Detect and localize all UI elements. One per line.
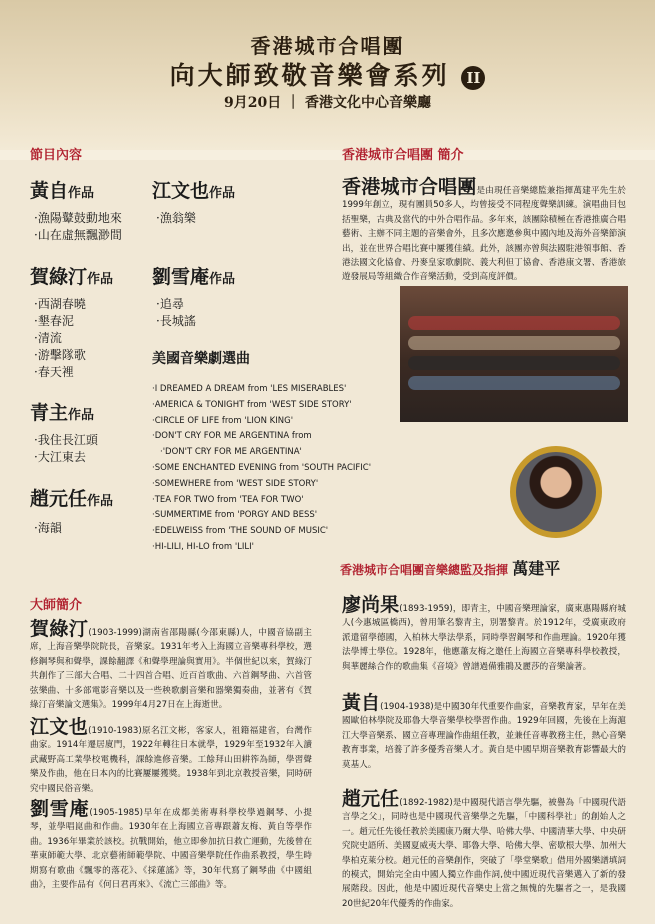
works-list — [34, 296, 86, 381]
list-item: · DON'T CRY FOR ME ARGENTINA from — [152, 429, 412, 445]
list-item: · I DREAMED A DREAM from 'LES MISERABLES' — [152, 382, 412, 398]
list-item: · 西湖春曉 — [34, 296, 86, 313]
list-item: · 長城謠 — [156, 313, 196, 330]
list-item: · 海韻 — [34, 520, 62, 537]
bio: 廖尚果(1893-1959)，即青主，中國音樂理論家，廣東惠陽縣府城人(今惠城區橋西)，曾用筆名黎青主，別署黎青。於1912年，受廣東政府派遣留學德國，入柏林大學法學系，同時學習鋼琴和作曲理論。1920年獲法學博士學位。1928年，他應蕭友梅之邀任上海國立音樂專科學校教授，與華麗絲合作的歌曲集《音境》曾譜過備雅鵑及麗莎的音樂論著。 — [342, 594, 626, 672]
list-item: · SOMEWHERE from 'WEST SIDE STORY' — [152, 477, 412, 493]
list-item: · 墾春泥 — [34, 313, 86, 330]
works-list — [156, 296, 196, 330]
list-item: · 漁翁樂 — [156, 210, 196, 227]
masters-heading: 大師簡介 — [30, 598, 83, 613]
bio: 江文也(1910-1983)原名江文彬，客家人，祖籍福建省，台灣作曲家。1914年遷居廈門，1922年轉往日本就學，1929年至1932年入讀武藏野高工業學校電機科，課餘進修音樂。工餘拜山田耕筰為師，學習聲樂及作曲，他在日本內的比賽屢屢獲獎。1938年到北京教授音樂，同時研究中國民俗音樂。 — [30, 716, 312, 794]
list-item: · 清流 — [34, 330, 86, 347]
bio: 黃自(1904-1938)是中國30年代重要作曲家，音樂教育家，早年在美國歐伯林學院及耶魯大學音樂學校學習作曲。1929年回國，先後在上海滬江大學音樂系、國立音專理論作曲組任教，並兼任音專教務主任，熱心音樂教育事業，培養了許多優秀音樂人才。黃自是中國早期音樂教育影響最大的莫基人。 — [342, 692, 626, 770]
list-item: · 'DON'T CRY FOR ME ARGENTINA' — [152, 445, 412, 461]
list-item: · CIRCLE OF LIFE from 'LION KING' — [152, 414, 412, 430]
choir-text: 是由現任音樂總監兼指揮萬建平先生於1999年創立，現有團員50多人，均曾接受不同程度聲樂訓練。演唱曲目包括聖樂，古典及當代的中外合唱作品。多年來，該團除積極在香港推廣合唱藝術、主辦不同主題的音樂會外，且多次應邀參與中國內地及海外音樂節演出，並在世界合唱比賽中屢獲佳績。此外，該團亦曾與法國駐港領事館、香港法國文化協會、丹麥皇家歌劇院、義大利但丁協會、香港康文署、香港旅遊發展局等組織合作音樂活動，受到高度評價。 — [342, 186, 626, 283]
bio: 趙元任(1892-1982)是中國現代語言學先驅，被譽為「中國現代語言學之父」，同時也是中國現代音樂學之先驅，「中國科學社」的創始人之一。趙元任先後任教於美國康乃爾大學、哈佛大學、中國清華大學、中央研究院史語所、美國夏威夷大學、耶魯大學、哈佛大學、密歇根大學、加州大學柏克萊分校。趙元任的音樂創作，突破了「學堂樂歌」借用外國樂譜填詞的模式，開始完全由中國人獨立作曲作詞,使中國近現代音樂邁入了新的發展階段。因此，他是中國近現代音樂史上當之無愧的先驅者之一，是我國20世紀20年代優秀的作曲家。 — [342, 788, 626, 909]
choir-intro — [342, 178, 626, 285]
choir-heading: 香港城市合唱團 簡介 — [342, 148, 464, 163]
list-item: · 我住長江頭 — [34, 432, 98, 449]
series-text: 向大師致敬音樂會系列 — [169, 61, 450, 90]
list-item: · SUMMERTIME from 'PORGY AND BESS' — [152, 508, 412, 524]
works-list — [34, 432, 98, 466]
list-item: · 山在虛無飄渺間 — [34, 227, 122, 244]
composer-name: 趙元任作品 — [30, 488, 114, 510]
list-item: · SOME ENCHANTED EVENING from 'SOUTH PACIFIC' — [152, 461, 412, 477]
header-band — [0, 0, 655, 150]
list-item: · 游擊隊歌 — [34, 347, 86, 364]
composer-name: 黃自作品 — [30, 180, 95, 202]
series-title — [0, 56, 655, 92]
composer-name: 江文也作品 — [152, 180, 236, 202]
works-list — [34, 210, 122, 244]
list-item: · 大江東去 — [34, 449, 98, 466]
composer-name: 劉雪庵作品 — [152, 266, 236, 288]
conductor-portrait — [510, 446, 602, 538]
program-heading: 節目內容 — [30, 148, 83, 163]
org-title: 香港城市合唱團 — [250, 34, 405, 58]
composer-name: 賀綠汀作品 — [30, 266, 114, 288]
choir-photo — [400, 286, 628, 422]
list-item: · AMERICA & TONIGHT from 'WEST SIDE STORY' — [152, 398, 412, 414]
list-item: · 漁陽鼙鼓動地來 — [34, 210, 122, 227]
list-item: · EDELWEISS from 'THE SOUND OF MUSIC' — [152, 524, 412, 540]
conductor-name: 萬建平 — [512, 559, 561, 578]
list-item: · 追尋 — [156, 296, 196, 313]
bio: 劉雪庵(1905-1985)早年在成都美術專科學校學過鋼琴、小提琴，並學唱崑曲和作曲。1930年在上海國立音專跟蕭友梅、黃自等學作曲。1936年畢業於該校。抗戰開始，他立即參加抗日救亡運動，先後曾在華東師範大學、北京藝術師範學院、中國音樂學院任作曲系教授，學生時期寫有歌曲《飄零的落花》、《採蓮謠》等，30年代寫了鋼琴曲《中國組曲》，主要作品有《何日君再來》、《流亡三部曲》等。 — [30, 798, 312, 891]
choir-name: 香港城市合唱團 — [342, 176, 477, 198]
series-number-badge: II — [461, 66, 485, 90]
conductor-title: 香港城市合唱團音樂總監及指揮 萬建平 — [340, 559, 561, 578]
works-list — [156, 210, 196, 227]
date-venue: 9月20日 ｜ 香港文化中心音樂廳 — [224, 95, 431, 111]
bio: 賀綠汀(1903-1999)湖南省邵陽縣(今邵東縣)人，中國音協副主席，上海音樂學院院長，音樂家。1931年考入上海國立音樂專科學校，選修鋼琴與和聲學，課餘翻譯《和聲學理論與實用》。半個世紀以來，賀綠汀共創作了三部大合唱、二十四首合唱、近百首歌曲、六首鋼琴曲、六首管弦樂曲、十多部電影音樂以及一些秧歌劇音樂和器樂獨奏曲，並著有《賀綠汀音樂論文選集》。1999年4月27日在上海逝世。 — [30, 618, 312, 711]
songs-list — [152, 382, 412, 556]
works-list — [34, 520, 62, 537]
list-item: · 春天裡 — [34, 364, 86, 381]
composer-name: 青主作品 — [30, 402, 95, 424]
musicals-title: 美國音樂劇選曲 — [152, 351, 250, 367]
list-item: · TEA FOR TWO from 'TEA FOR TWO' — [152, 493, 412, 509]
list-item: · HI-LILI, HI-LO from 'LILI' — [152, 540, 412, 556]
